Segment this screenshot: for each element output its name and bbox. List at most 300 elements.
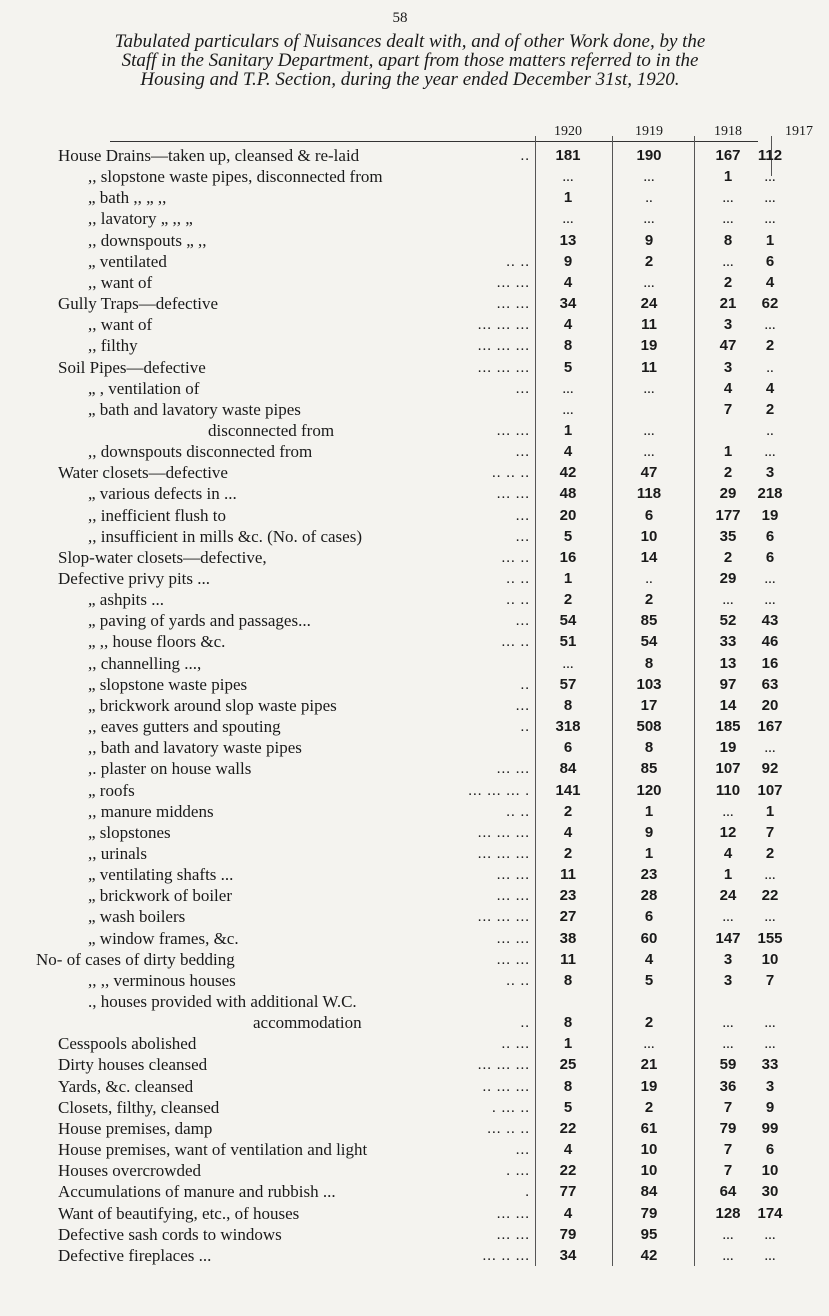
table-row bbox=[0, 336, 800, 356]
cell-1917: 43 bbox=[761, 612, 779, 630]
cell-1917: ... bbox=[764, 740, 776, 757]
cell-1917: 10 bbox=[761, 950, 779, 968]
table-row bbox=[0, 1098, 800, 1118]
table-row bbox=[0, 717, 800, 737]
cell-1919: 103 bbox=[636, 675, 662, 693]
row-label: „ roofs bbox=[88, 780, 135, 800]
row-label: ,, downspouts disconnected from bbox=[88, 442, 313, 462]
cell-1920: 6 bbox=[563, 739, 573, 757]
cell-1920: 84 bbox=[559, 760, 577, 778]
table-row bbox=[0, 1013, 800, 1033]
cell-1917: 6 bbox=[765, 548, 775, 566]
cell-1920: 1 bbox=[563, 421, 573, 439]
cell-1920: 8 bbox=[563, 696, 573, 714]
cell-1917: 2 bbox=[765, 337, 775, 355]
table-row bbox=[0, 1034, 800, 1054]
cell-1917: 63 bbox=[761, 675, 779, 693]
row-leader-dots: .. ... bbox=[501, 1036, 530, 1053]
cell-1919: 2 bbox=[644, 1098, 654, 1116]
cell-1919: 19 bbox=[640, 1077, 658, 1095]
row-label: „ slopstone waste pipes bbox=[88, 674, 248, 694]
cell-1917: 1 bbox=[765, 231, 775, 249]
title-line: Staff in the Sanitary Department, apart from those matters referred to in the bbox=[121, 50, 699, 71]
row-leader-dots: .. .. bbox=[506, 972, 530, 989]
cell-1917: 2 bbox=[765, 400, 775, 418]
cell-1920: ... bbox=[562, 401, 574, 418]
cell-1920: 9 bbox=[563, 252, 573, 270]
row-leader-dots: ... ... ... bbox=[477, 845, 530, 862]
cell-1917: 2 bbox=[765, 844, 775, 862]
cell-1919: 79 bbox=[640, 1204, 658, 1222]
row-label: „ ventilating shafts ... bbox=[88, 865, 234, 885]
cell-1920: 34 bbox=[559, 295, 577, 313]
cell-1917: 92 bbox=[761, 760, 779, 778]
row-leader-dots: ... ... bbox=[496, 951, 530, 968]
row-leader-dots: ... bbox=[515, 528, 530, 545]
row-leader-dots: ... ... bbox=[496, 1205, 530, 1222]
row-label: ,, filthy bbox=[88, 336, 138, 356]
cell-1918: 2 bbox=[723, 464, 733, 482]
year-header-1917: 1917 bbox=[785, 124, 813, 139]
cell-1918: 177 bbox=[715, 506, 741, 524]
cell-1918: 107 bbox=[715, 760, 741, 778]
cell-1918: 19 bbox=[719, 739, 737, 757]
row-leader-dots: ... ... bbox=[496, 274, 530, 291]
table-row bbox=[0, 442, 800, 462]
cell-1920: 57 bbox=[559, 675, 577, 693]
cell-1920: 8 bbox=[563, 337, 573, 355]
row-leader-dots: .. bbox=[520, 148, 530, 164]
row-leader-dots: ... ... ... . bbox=[468, 782, 530, 799]
cell-1918: 14 bbox=[719, 696, 737, 714]
row-leader-dots: ... .. .. bbox=[487, 1120, 530, 1137]
row-label: Defective fireplaces ... bbox=[58, 1245, 212, 1265]
cell-1918: 33 bbox=[719, 633, 737, 651]
row-label: „ ,, house floors &c. bbox=[88, 632, 226, 652]
cell-1919: 47 bbox=[640, 464, 658, 482]
row-label: „ wash boilers bbox=[88, 907, 186, 927]
cell-1918: 128 bbox=[715, 1204, 741, 1222]
cell-1919: 508 bbox=[636, 718, 662, 736]
table-row bbox=[0, 273, 800, 293]
cell-1919: 6 bbox=[644, 506, 654, 524]
cell-1918: ... bbox=[722, 211, 734, 228]
table-row bbox=[0, 506, 800, 526]
cell-1920: ... bbox=[562, 169, 574, 186]
row-leader-dots: ... ... bbox=[496, 867, 530, 884]
table-row bbox=[0, 886, 800, 906]
row-label: „ brickwork around slop waste pipes bbox=[88, 695, 337, 715]
cell-1919: 2 bbox=[644, 1014, 654, 1032]
row-leader-dots: ... ... bbox=[496, 1226, 530, 1243]
cell-1920: 4 bbox=[563, 316, 573, 334]
cell-1918: 167 bbox=[715, 147, 741, 164]
cell-1919: 10 bbox=[640, 1141, 658, 1159]
row-leader-dots: . ... bbox=[506, 1163, 530, 1180]
cell-1919: 120 bbox=[636, 781, 662, 799]
cell-1919: 10 bbox=[640, 527, 658, 545]
cell-1920: 77 bbox=[559, 1183, 577, 1201]
cell-1919: 14 bbox=[640, 548, 658, 566]
row-label: disconnected from bbox=[208, 420, 335, 440]
cell-1919: 85 bbox=[640, 612, 658, 630]
row-label: accommodation bbox=[253, 1013, 362, 1033]
cell-1920: 2 bbox=[563, 591, 573, 609]
cell-1917: 1 bbox=[765, 802, 775, 820]
cell-1919: 54 bbox=[640, 633, 658, 651]
cell-1917: ... bbox=[764, 1036, 776, 1053]
table-row bbox=[0, 252, 800, 272]
cell-1919: 6 bbox=[644, 908, 654, 926]
cell-1917: 167 bbox=[757, 718, 783, 736]
cell-1917: 62 bbox=[761, 295, 779, 313]
table-row bbox=[0, 315, 800, 335]
table-row bbox=[0, 294, 800, 314]
cell-1918: 1 bbox=[723, 443, 733, 461]
cell-1917: 112 bbox=[757, 147, 783, 164]
row-label: Defective sash cords to windows bbox=[58, 1224, 282, 1244]
cell-1917: 99 bbox=[761, 1119, 779, 1137]
cell-1917: 6 bbox=[765, 252, 775, 270]
cell-1917: .. bbox=[766, 359, 774, 376]
row-leader-dots: ... ... bbox=[496, 888, 530, 905]
table-row bbox=[0, 548, 800, 568]
cell-1918: 2 bbox=[723, 273, 733, 291]
row-label: Soil Pipes—defective bbox=[58, 357, 206, 377]
table-row bbox=[0, 971, 800, 991]
cell-1920: 318 bbox=[555, 718, 581, 736]
cell-1917: ... bbox=[764, 211, 776, 228]
cell-1918: 185 bbox=[715, 718, 741, 736]
year-header-1918: 1918 bbox=[714, 124, 742, 139]
row-leader-dots: ... bbox=[515, 380, 530, 397]
row-label: No- of cases of dirty bedding bbox=[36, 949, 235, 969]
row-label: Closets, filthy, cleansed bbox=[58, 1097, 220, 1117]
cell-1920: 42 bbox=[559, 464, 577, 482]
cell-1919: 17 bbox=[640, 696, 658, 714]
table-row bbox=[0, 358, 800, 378]
cell-1917: 4 bbox=[765, 379, 775, 397]
row-leader-dots: .. ... ... bbox=[482, 1078, 530, 1095]
cell-1919: 118 bbox=[636, 485, 662, 503]
cell-1918: 3 bbox=[723, 950, 733, 968]
cell-1918: 12 bbox=[719, 823, 737, 841]
cell-1920: 2 bbox=[563, 802, 573, 820]
cell-1920: 11 bbox=[560, 866, 576, 884]
table-row bbox=[0, 1246, 800, 1266]
table-row bbox=[0, 188, 800, 208]
row-leader-dots: .. .. bbox=[506, 592, 530, 609]
cell-1919: 11 bbox=[641, 316, 657, 334]
title-line: Housing and T.P. Section, during the year ended December 31st, 1920. bbox=[140, 69, 680, 90]
row-label: Want of beautifying, etc., of houses bbox=[58, 1203, 300, 1223]
cell-1918: 7 bbox=[723, 1098, 733, 1116]
cell-1920: 4 bbox=[563, 1204, 573, 1222]
cell-1918: 4 bbox=[723, 844, 733, 862]
cell-1920: 4 bbox=[563, 443, 573, 461]
row-label: Accumulations of manure and rubbish ... bbox=[58, 1182, 336, 1202]
cell-1917: 174 bbox=[757, 1204, 783, 1222]
cell-1917: ... bbox=[764, 867, 776, 884]
row-label: „ bath ,, „ ,, bbox=[88, 188, 167, 208]
cell-1920: 11 bbox=[560, 950, 576, 968]
table-row bbox=[0, 1119, 800, 1139]
row-label: Water closets—defective bbox=[58, 463, 228, 483]
cell-1918: 1 bbox=[723, 168, 733, 186]
cell-1920: 1 bbox=[563, 570, 573, 587]
row-leader-dots: ... ... bbox=[496, 930, 530, 947]
cell-1919: 5 bbox=[644, 971, 654, 989]
row-leader-dots: ... bbox=[515, 697, 530, 714]
cell-1920: 1 bbox=[563, 189, 573, 207]
cell-1920: 5 bbox=[563, 1098, 573, 1116]
row-leader-dots: ... ... ... bbox=[477, 1057, 530, 1074]
cell-1917: 107 bbox=[757, 781, 783, 799]
row-label: Yards, &c. cleansed bbox=[58, 1076, 194, 1096]
cell-1920: 27 bbox=[559, 908, 577, 926]
cell-1920: ... bbox=[562, 655, 574, 672]
cell-1918: 8 bbox=[723, 231, 733, 249]
cell-1918: 2 bbox=[723, 548, 733, 566]
table-row bbox=[0, 929, 800, 949]
cell-1919: 8 bbox=[644, 739, 654, 757]
row-label: ,. plaster on house walls bbox=[88, 759, 252, 779]
page-number: 58 bbox=[392, 10, 408, 26]
row-leader-dots: ... .. ... bbox=[482, 1247, 530, 1264]
cell-1918: 97 bbox=[719, 675, 737, 693]
cell-1917: 33 bbox=[761, 1056, 779, 1074]
row-leader-dots: ... bbox=[515, 1142, 530, 1159]
table-row bbox=[0, 421, 800, 441]
table-row bbox=[0, 231, 800, 251]
table-row bbox=[0, 654, 800, 674]
row-label: ,, slopstone waste pipes, disconnected from bbox=[88, 167, 383, 187]
row-leader-dots: ... .. bbox=[501, 549, 530, 566]
cell-1919: ... bbox=[643, 444, 655, 461]
table-row bbox=[0, 484, 800, 504]
row-label: ,, ,, verminous houses bbox=[88, 970, 236, 990]
row-label: Gully Traps—defective bbox=[58, 294, 219, 314]
row-leader-dots: ... ... bbox=[496, 422, 530, 439]
row-leader-dots: ... ... ... bbox=[477, 359, 530, 376]
cell-1917: 3 bbox=[765, 464, 775, 482]
cell-1920: 1 bbox=[563, 1035, 573, 1053]
cell-1919: ... bbox=[643, 211, 655, 228]
row-leader-dots: .. .. bbox=[506, 571, 530, 587]
cell-1919: ... bbox=[643, 274, 655, 291]
cell-1920: 8 bbox=[563, 1077, 573, 1095]
cell-1918: 79 bbox=[719, 1119, 737, 1137]
row-leader-dots: .. .. .. bbox=[492, 465, 530, 482]
row-label: Dirty houses cleansed bbox=[58, 1055, 208, 1075]
cell-1917: 9 bbox=[765, 1098, 775, 1116]
cell-1920: 8 bbox=[563, 1014, 573, 1032]
row-leader-dots: ... .. bbox=[501, 634, 530, 651]
row-leader-dots: ... bbox=[515, 507, 530, 524]
cell-1917: ... bbox=[764, 1226, 776, 1243]
row-label: ,, eaves gutters and spouting bbox=[88, 717, 281, 737]
table-row bbox=[0, 167, 800, 187]
table-row bbox=[0, 992, 800, 1012]
cell-1918: 3 bbox=[723, 358, 733, 376]
table-row bbox=[0, 463, 800, 483]
cell-1917: ... bbox=[764, 592, 776, 609]
row-label: ,, want of bbox=[88, 315, 153, 335]
cell-1918: ... bbox=[722, 909, 734, 926]
table-row bbox=[0, 611, 800, 631]
cell-1918: 64 bbox=[719, 1183, 737, 1201]
cell-1918: 7 bbox=[723, 1162, 733, 1180]
cell-1919: 21 bbox=[640, 1056, 658, 1074]
cell-1918: 36 bbox=[719, 1077, 737, 1095]
cell-1920: 51 bbox=[559, 633, 577, 651]
table-row bbox=[0, 1055, 800, 1075]
cell-1919: 28 bbox=[640, 887, 658, 905]
cell-1917: 3 bbox=[765, 1077, 775, 1095]
cell-1920: ... bbox=[562, 211, 574, 228]
cell-1919: 84 bbox=[640, 1183, 658, 1201]
cell-1917: .. bbox=[766, 422, 774, 439]
cell-1919: 1 bbox=[644, 802, 654, 820]
cell-1920: 22 bbox=[559, 1119, 577, 1137]
row-label: „ window frames, &c. bbox=[88, 928, 239, 948]
cell-1919: .. bbox=[645, 190, 653, 207]
cell-1918: 21 bbox=[719, 295, 737, 313]
table-row bbox=[0, 675, 800, 695]
row-leader-dots: ... bbox=[515, 613, 530, 630]
cell-1919: 42 bbox=[640, 1246, 658, 1264]
row-label: ,, manure middens bbox=[88, 801, 214, 821]
cell-1917: ... bbox=[764, 1015, 776, 1032]
cell-1918: ... bbox=[722, 1226, 734, 1243]
row-label: ., houses provided with additional W.C. bbox=[88, 992, 357, 1011]
cell-1918: 110 bbox=[715, 781, 741, 799]
cell-1917: 30 bbox=[761, 1183, 779, 1201]
cell-1920: 4 bbox=[563, 273, 573, 291]
cell-1917: ... bbox=[764, 190, 776, 207]
row-label: „ slopstones bbox=[88, 822, 171, 842]
cell-1918: 47 bbox=[719, 337, 737, 355]
row-leader-dots: ... ... ... bbox=[477, 824, 530, 841]
cell-1917: 155 bbox=[757, 929, 783, 947]
cell-1919: ... bbox=[643, 422, 655, 439]
cell-1919: 19 bbox=[640, 337, 658, 355]
cell-1918: 7 bbox=[723, 1141, 733, 1159]
row-label: „ bath and lavatory waste pipes bbox=[88, 399, 301, 419]
cell-1918: ... bbox=[722, 592, 734, 609]
row-leader-dots: ... ... ... bbox=[477, 317, 530, 334]
cell-1919: 95 bbox=[640, 1225, 658, 1243]
cell-1918: 29 bbox=[719, 485, 737, 503]
row-label: Defective privy pits ... bbox=[58, 569, 211, 588]
cell-1917: 22 bbox=[761, 887, 779, 905]
cell-1920: 20 bbox=[559, 506, 577, 524]
cell-1917: ... bbox=[764, 571, 776, 587]
cell-1919: 8 bbox=[644, 654, 654, 672]
cell-1918: 3 bbox=[723, 316, 733, 334]
cell-1919: 11 bbox=[641, 358, 657, 376]
row-leader-dots: .. .. bbox=[506, 253, 530, 270]
cell-1918: 3 bbox=[723, 971, 733, 989]
cell-1917: 7 bbox=[765, 823, 775, 841]
row-leader-dots: ... ... bbox=[496, 296, 530, 313]
cell-1919: ... bbox=[643, 1036, 655, 1053]
table-row bbox=[0, 379, 800, 399]
table-row bbox=[0, 696, 800, 716]
cell-1919: 61 bbox=[640, 1119, 658, 1137]
row-leader-dots: .. bbox=[520, 719, 530, 736]
table-row bbox=[0, 590, 800, 610]
row-leader-dots: .. bbox=[520, 1015, 530, 1032]
year-header-1920: 1920 bbox=[554, 124, 582, 139]
row-leader-dots: ... ... bbox=[496, 486, 530, 503]
row-label: House premises, damp bbox=[58, 1118, 213, 1138]
table-row bbox=[0, 907, 800, 927]
row-leader-dots: . bbox=[525, 1184, 530, 1201]
row-label: „ ventilated bbox=[88, 251, 167, 271]
cell-1920: 54 bbox=[559, 612, 577, 630]
row-leader-dots: .. .. bbox=[506, 803, 530, 820]
row-label: ,, insufficient in mills &c. (No. of cases) bbox=[88, 526, 362, 546]
cell-1918: ... bbox=[722, 803, 734, 820]
row-label: House premises, want of ventilation and light bbox=[58, 1140, 368, 1160]
cell-1918: ... bbox=[722, 1036, 734, 1053]
table-row bbox=[0, 781, 800, 801]
cell-1918: ... bbox=[722, 190, 734, 207]
cell-1918: 59 bbox=[719, 1056, 737, 1074]
row-label: „ paving of yards and passages... bbox=[88, 611, 311, 631]
table-row bbox=[0, 823, 800, 843]
cell-1917: 6 bbox=[765, 1141, 775, 1159]
row-leader-dots: ... ... ... bbox=[477, 338, 530, 355]
cell-1918: 29 bbox=[719, 570, 737, 587]
cell-1920: 4 bbox=[563, 823, 573, 841]
cell-1919: 10 bbox=[640, 1162, 658, 1180]
table-row bbox=[0, 738, 800, 758]
row-leader-dots: ... ... bbox=[496, 761, 530, 778]
cell-1917: 6 bbox=[765, 527, 775, 545]
row-label: „ various defects in ... bbox=[88, 484, 237, 504]
cell-1919: 4 bbox=[644, 950, 654, 968]
cell-1918: ... bbox=[722, 1015, 734, 1032]
table-row bbox=[0, 569, 800, 589]
table-row bbox=[0, 759, 800, 779]
cell-1920: 38 bbox=[559, 929, 577, 947]
table-row bbox=[0, 844, 800, 864]
cell-1917: 218 bbox=[757, 485, 783, 503]
cell-1918: 7 bbox=[723, 400, 733, 418]
table-row bbox=[0, 632, 800, 652]
table-row bbox=[0, 1077, 800, 1097]
cell-1920: 23 bbox=[559, 887, 577, 905]
row-label: „ ashpits ... bbox=[88, 590, 165, 610]
cell-1919: 190 bbox=[636, 147, 662, 164]
row-leader-dots: .. bbox=[520, 676, 530, 693]
row-label: House Drains—taken up, cleansed & re-laid bbox=[58, 146, 360, 165]
cell-1920: 2 bbox=[563, 844, 573, 862]
header-rule bbox=[110, 141, 758, 142]
table-row bbox=[0, 400, 800, 420]
cell-1918: 52 bbox=[719, 612, 737, 630]
cell-1917: 7 bbox=[765, 971, 775, 989]
row-label: Slop-water closets—defective, bbox=[58, 547, 267, 567]
cell-1917: ... bbox=[764, 1247, 776, 1264]
cell-1920: 79 bbox=[559, 1225, 577, 1243]
cell-1918: 147 bbox=[715, 929, 741, 947]
table-row bbox=[0, 527, 800, 547]
cell-1919: 23 bbox=[640, 866, 658, 884]
cell-1920: 181 bbox=[555, 147, 581, 164]
